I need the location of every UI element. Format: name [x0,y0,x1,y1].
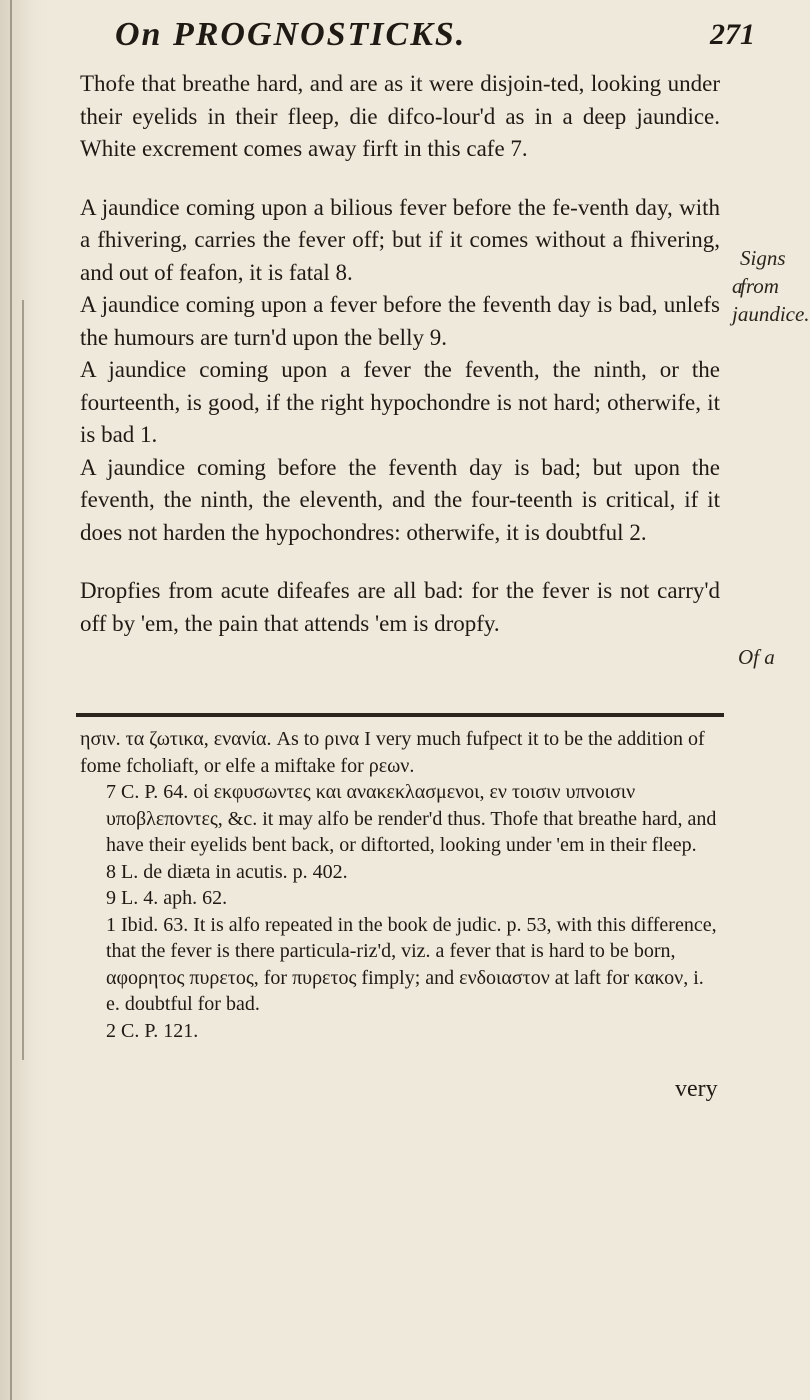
catchword: very [675,1076,718,1102]
gutter-shadow-line [22,300,24,1060]
gutter-shadow-line [10,0,12,1400]
page-header [115,12,755,62]
footnote: ησιν. τα ζωτικα, ενανία. As to ρινα I very much fufpect it to be the addition of fome fcholiaft, or elfe a miftake for ρεων. [80,728,705,777]
footnote: 8 L. de diæta in acutis. p. 402. [106,860,348,883]
margin-note-jaundice: a jaundice. [732,274,810,326]
paragraph: A jaundice coming upon a fever the feventh, the ninth, or the fourteenth, is good, if the right hypochondre is not hard; otherwife, it is bad 1. [80,357,720,447]
footnote: 9 L. 4. aph. 62. [106,887,228,909]
paragraph: Thofe that breathe hard, and are as it were disjoin-ted, looking under their eyelids in their fleep, die difco-lour'd as in a deep jaundice. White excrement comes away firft in this cafe 7. [80,71,720,161]
footnotes [80,726,720,1044]
running-title: On PROGNOSTICKS. [115,16,467,53]
footnote-rule [76,713,724,717]
margin-note-of-a: Of a [738,645,775,669]
paragraph: A jaundice coming before the feventh day is bad; but upon the feventh, the ninth, the eleventh, and the four-teenth is critical, if it does not harden the hypochondres: otherwife, it is doubtful 2. [80,454,720,545]
footnote: 7 C. P. 64. οἱ εκφυσωντες και ανακεκλασμενοι, εν τοισιν υπνοισιν υποβλεποντες, &c. it may alfo be render'd thus. Thofe that breathe hard, and have their eyelids bent back, or diftorted, looking under 'em in their fleep. [106,781,717,856]
footnote: 2 C. P. 121. [106,1019,199,1042]
paragraph: A jaundice coming upon a fever before the feventh day is bad, unlefs the humours are turn'd upon the belly 9. [80,292,720,350]
binding-gutter [0,0,48,1400]
paragraph: A jaundice coming upon a bilious fever before the fe-venth day, with a fhivering, carries the fever off; but if it comes without a fhivering, and out of feafon, it is fatal 8. [80,194,720,285]
margin-note-signs-from: Signs from [740,246,786,298]
footnote: 1 Ibid. 63. It is alfo repeated in the book de judic. p. 53, with this difference, that the fever is there particula-riz'd, viz. a fever that is hard to be born, αφορητος πυρετος, for πυρετος fimply; and ενδοιαστον at laft for κακον, i. e. doubtful for bad. [106,913,717,1015]
main-text [80,68,720,640]
page-number: 271 [710,18,755,51]
paragraph: Dropfies from acute difeafes are all bad: for the fever is not carry'd off by 'em, the pain that attends 'em is dropfy. [80,578,720,636]
